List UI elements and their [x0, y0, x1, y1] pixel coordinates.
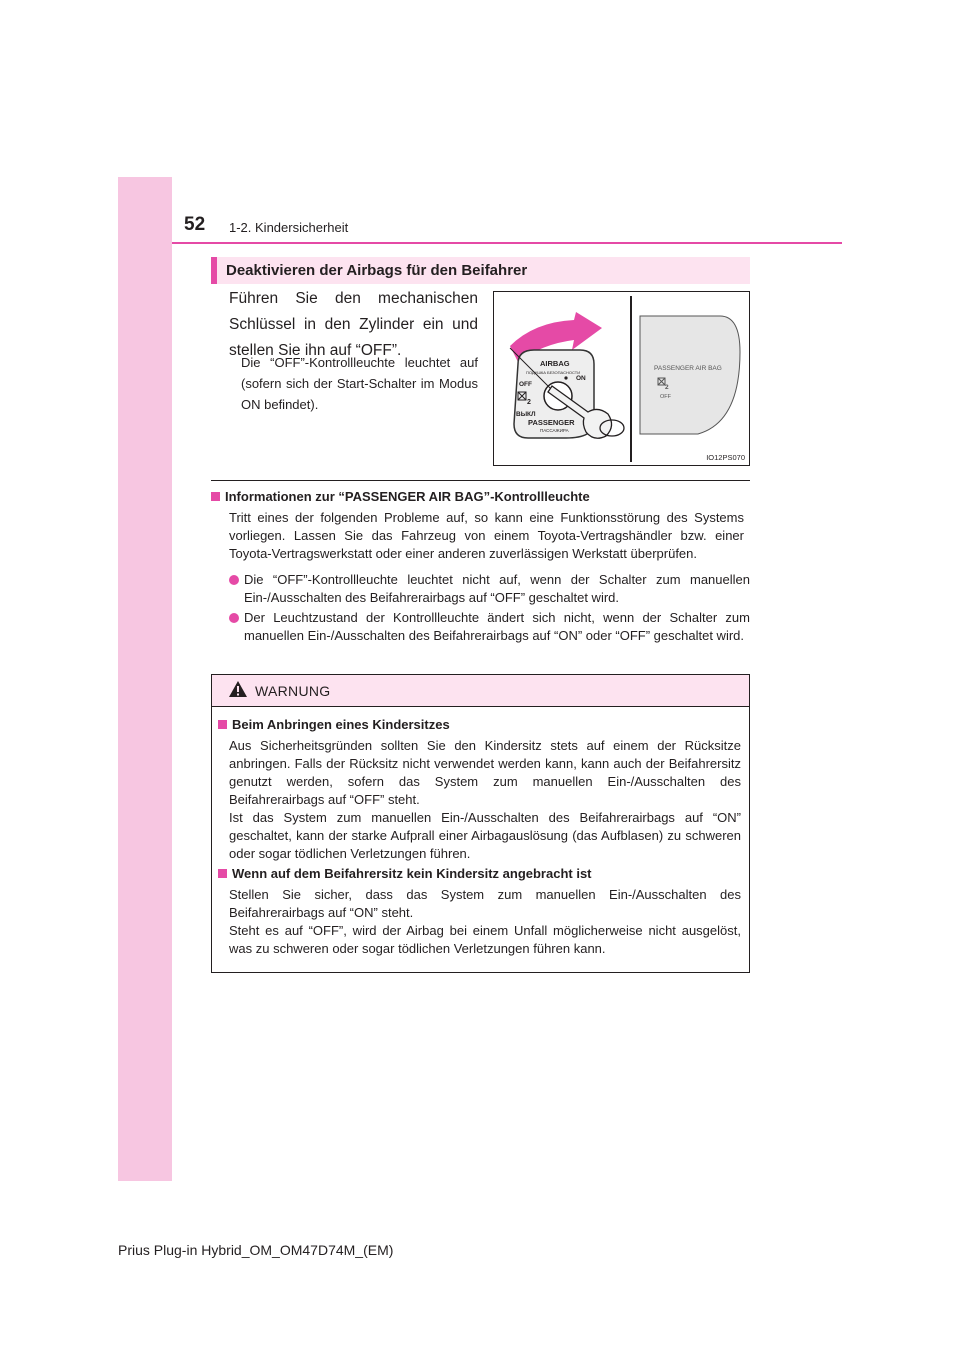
- info-bullet: [229, 609, 750, 645]
- warning-box: [211, 674, 750, 973]
- switch-label-passenger: PASSENGER: [528, 418, 575, 427]
- warning-subheading: [218, 717, 450, 732]
- warning-body: [229, 737, 741, 863]
- warning-paragraph: Stellen Sie sicher, dass das System zum manuellen Ein-/Ausschalten des Beifahrerairbags auf “ON” steht.: [229, 887, 741, 920]
- round-bullet-icon: [229, 613, 239, 623]
- warning-subheading-text: Wenn auf dem Beifahrersitz kein Kindersitz angebracht ist: [232, 866, 592, 881]
- warning-subheading-text: Beim Anbringen eines Kindersitzes: [232, 717, 450, 732]
- warning-header: [212, 675, 749, 707]
- round-bullet-icon: [229, 575, 239, 585]
- chapter-title: 1-2. Kindersicherheit: [229, 220, 349, 235]
- svg-text:2: 2: [527, 399, 531, 406]
- switch-label-airbag: AIRBAG: [540, 359, 570, 368]
- switch-label-passenger-ru: ПАССАЖИРА: [540, 428, 569, 433]
- info-heading: [211, 489, 590, 504]
- info-heading-text: Informationen zur “PASSENGER AIR BAG”-Kontrollleuchte: [225, 489, 590, 504]
- header-rule: [172, 242, 842, 244]
- info-body: Tritt eines der folgenden Probleme auf, so kann eine Funktionsstörung des Systems vorliegen. Lassen Sie das Fahrzeug von einem Toyota-Vertragshändler bzw. einer Toyota-Vertragswerkstatt oder einer anderen zuverlässigen Werkstatt überprüfen.: [229, 510, 744, 561]
- info-bullet: [229, 571, 750, 607]
- section-title: Deaktivieren der Airbags für den Beifahrer: [226, 262, 528, 279]
- airbag-switch-illustration: [494, 292, 750, 466]
- switch-label-vykl: ВЫКЛ: [516, 411, 536, 418]
- chapter-sidebar-tab: [118, 177, 172, 1181]
- switch-label-on: ON: [576, 375, 586, 382]
- figure-id: IO12PS070: [706, 453, 745, 462]
- warning-subheading: [218, 866, 592, 881]
- svg-text:2: 2: [665, 384, 669, 391]
- indicator-off-label: OFF: [660, 394, 671, 400]
- square-bullet-icon: [211, 492, 220, 501]
- indicator-panel: [640, 316, 740, 434]
- switch-label-off: OFF: [519, 381, 532, 388]
- warning-title: WARNUNG: [255, 683, 331, 699]
- square-bullet-icon: [218, 720, 227, 729]
- airbag-switch-figure: [493, 291, 750, 466]
- footer-text: Prius Plug-in Hybrid_OM_OM47D74M_(EM): [118, 1242, 394, 1258]
- square-bullet-icon: [218, 869, 227, 878]
- info-bullet-text: Der Leuchtzustand der Kontrollleuchte ändert sich nicht, wenn der Schalter zum manuellen Ein-/Ausschalten des Beifahrerairbags auf “ON” oder “OFF” geschaltet wird.: [244, 610, 750, 643]
- warning-paragraph: Aus Sicherheitsgründen sollten Sie den Kindersitz stets auf einem der Rücksitze anbringen. Falls der Rücksitz nicht verwendet werden kann, kann auch der Beifahrersitz genutzt werden, sofern das System zum manuellen Ein-/Ausschalten des Beifahrerairbags auf “OFF” steht.: [229, 738, 741, 807]
- section-divider: [211, 480, 750, 481]
- page-number: 52: [184, 214, 206, 235]
- step-note: Die “OFF”-Kontrollleuchte leuchtet auf (sofern sich der Start-Schalter im Modus ON befindet).: [241, 355, 478, 412]
- warning-body: [229, 886, 741, 958]
- warning-triangle-icon: [228, 680, 248, 698]
- warning-paragraph: Steht es auf “OFF”, wird der Airbag bei einem Unfall möglicherweise nicht ausgelöst, was zu schweren oder sogar tödlichen Verletzungen führen kann.: [229, 923, 741, 956]
- section-accent: [211, 257, 217, 284]
- step-instruction: Führen Sie den mechanischen Schlüssel in den Zylinder ein und stellen Sie ihn auf “OFF”.: [229, 290, 478, 359]
- section-heading-bar: [211, 257, 750, 284]
- switch-label-airbag-ru: ПОДУШКА БЕЗОПАСНОСТИ: [526, 370, 581, 375]
- indicator-label: PASSENGER AIR BAG: [654, 365, 722, 372]
- warning-paragraph: Ist das System zum manuellen Ein-/Ausschalten des Beifahrerairbags auf “ON” geschaltet, kann der starke Aufprall einer Airbagauslösung (das Aufblasen) zu schweren oder sogar tödlichen Verletzungen führen.: [229, 810, 741, 861]
- info-bullet-text: Die “OFF”-Kontrollleuchte leuchtet nicht auf, wenn der Schalter zum manuellen Ein-/Ausschalten des Beifahrerairbags auf “OFF” geschaltet wird.: [244, 572, 750, 605]
